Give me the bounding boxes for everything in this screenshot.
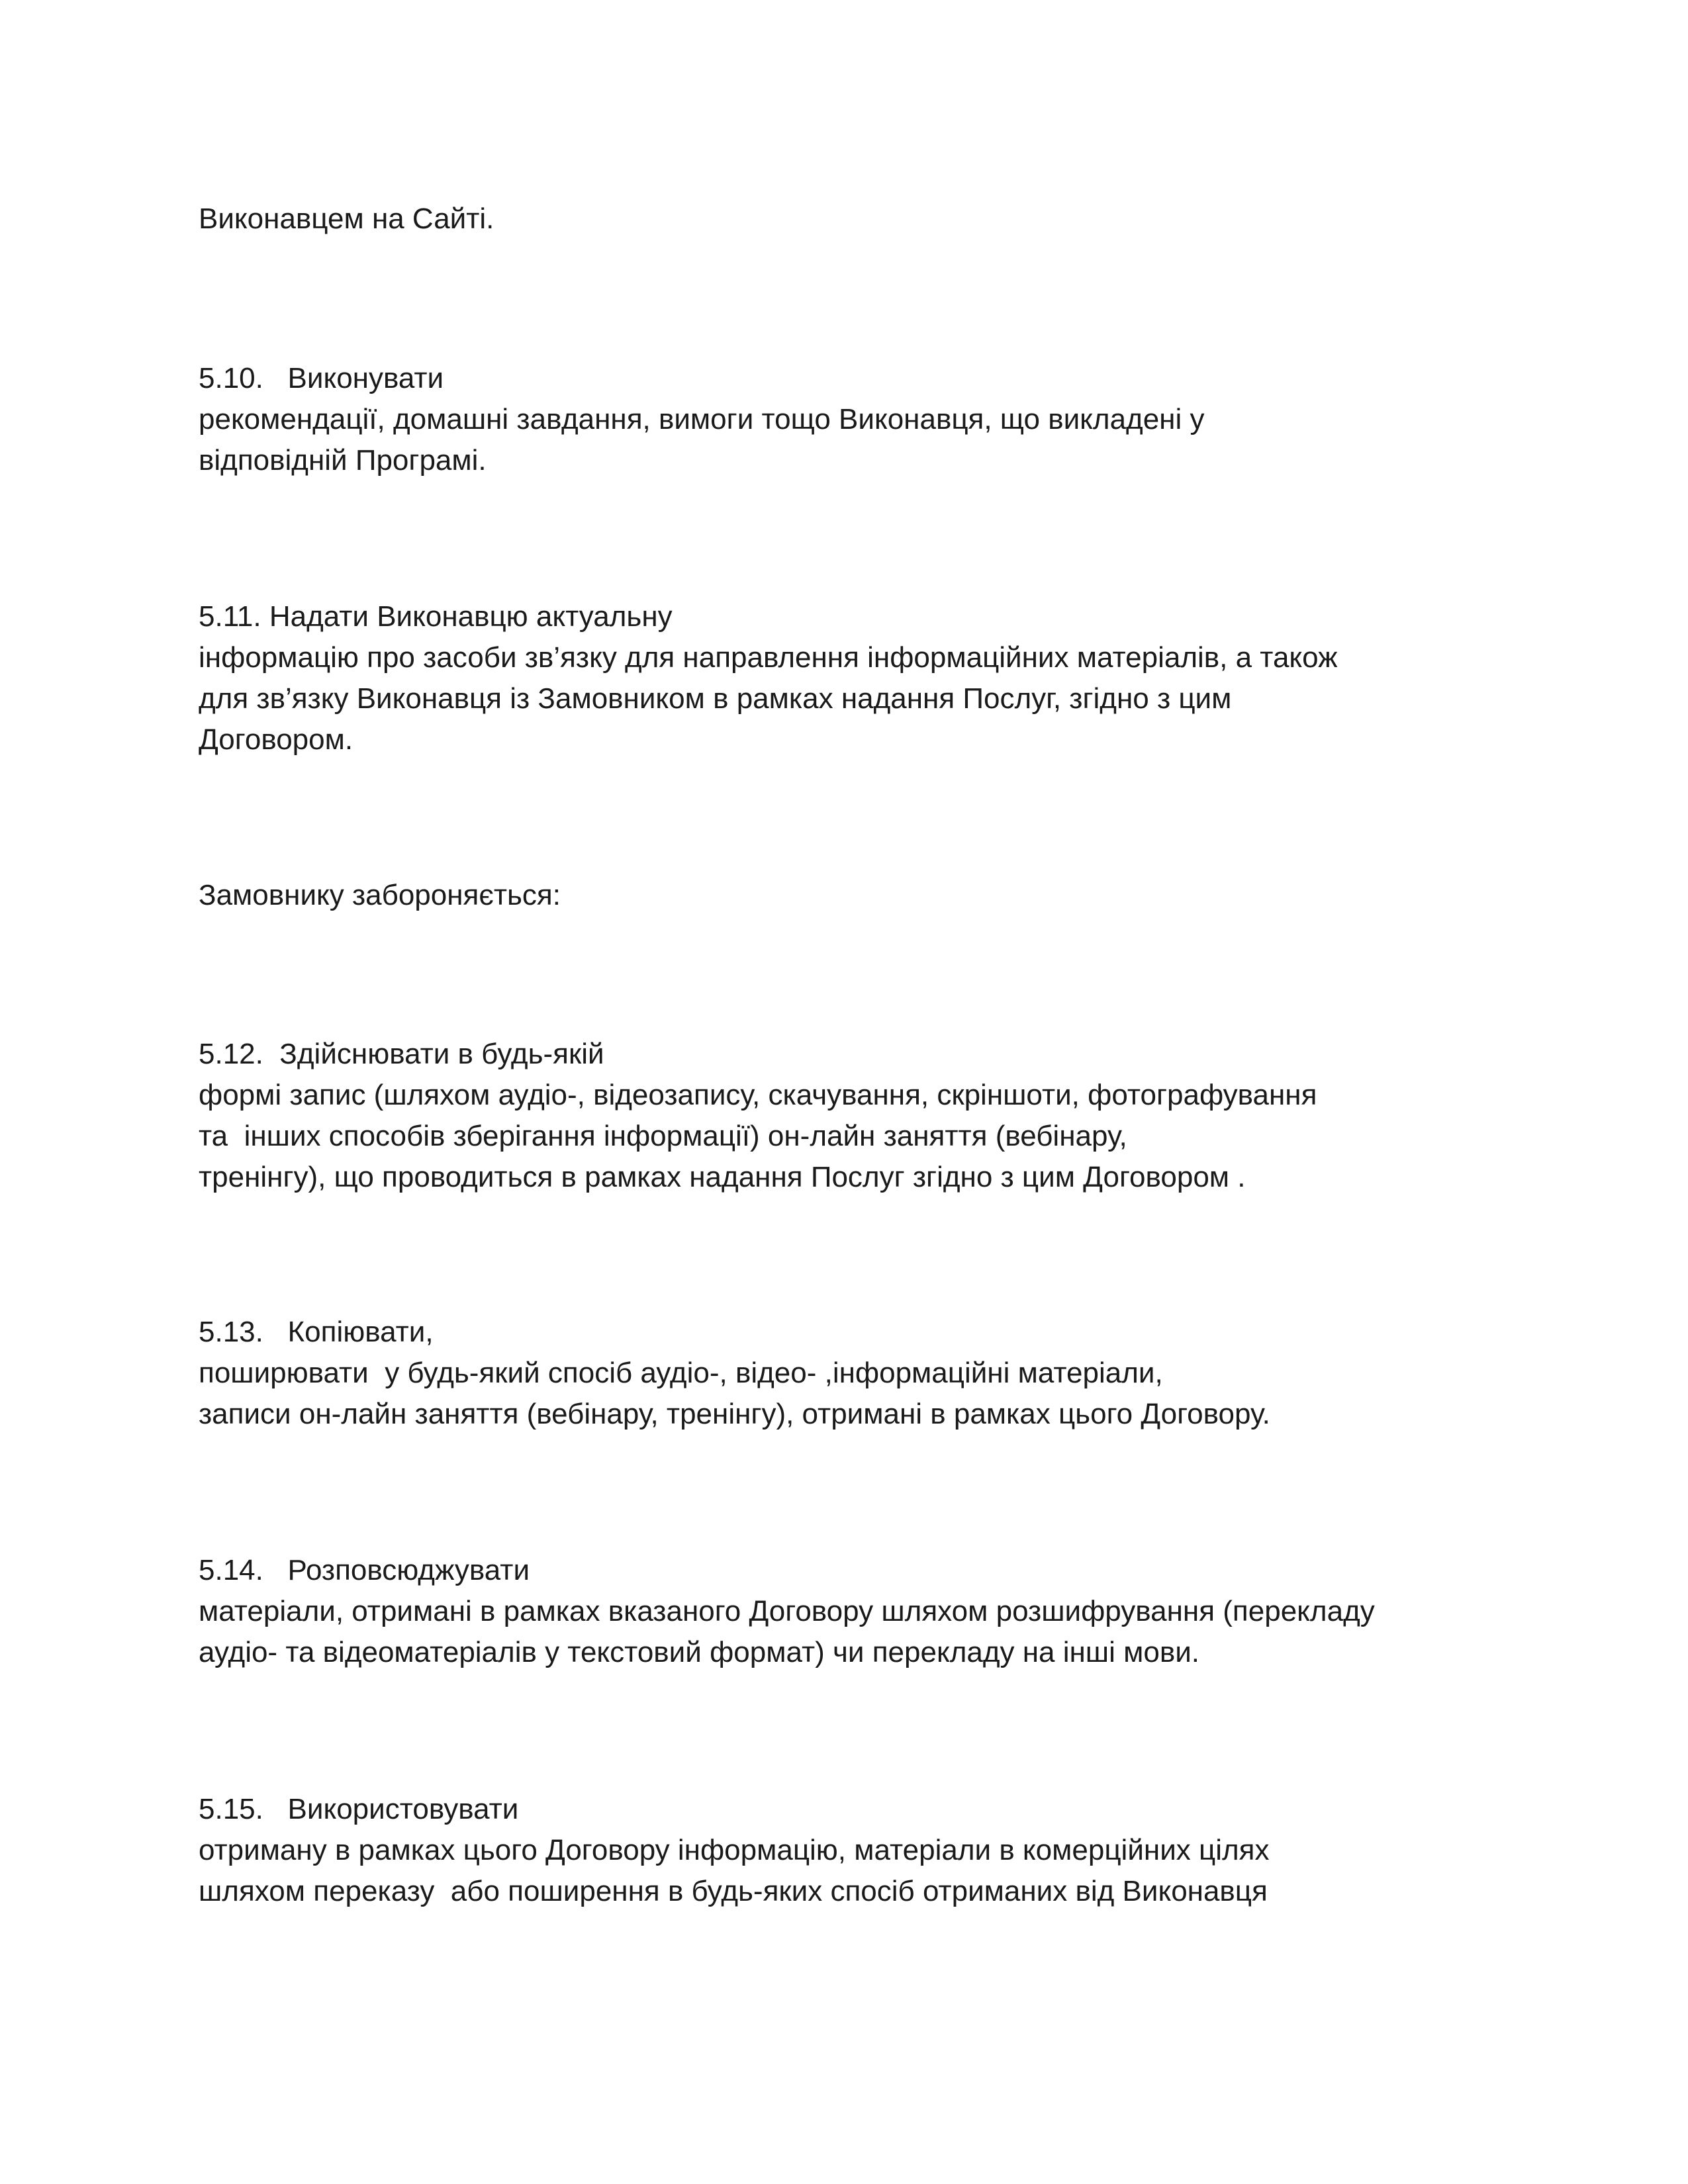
clause-heading: 5.11. Надати Виконавцю актуальну <box>199 600 673 633</box>
clause-heading: 5.13. Копіювати, <box>199 1316 434 1348</box>
clause-heading: 5.12. Здійснювати в будь-якій <box>199 1038 604 1070</box>
clause-line: матеріали, отримані в рамках вказаного Договору шляхом розшифрування (перекладу <box>199 1595 1375 1627</box>
clause-line: для зв’язку Виконавця із Замовником в рамках надання Послуг, згідно з цим <box>199 682 1232 715</box>
clause-line: рекомендації, домашні завдання, вимоги тощо Виконавця, що викладені у <box>199 403 1205 435</box>
clause-5-11 <box>199 596 1523 760</box>
clause-5-12 <box>199 1034 1523 1198</box>
clause-line: записи он-лайн заняття (вебінару, тренінгу), отримані в рамках цього Договору. <box>199 1398 1270 1430</box>
section-prohibitions-heading <box>199 875 1523 916</box>
clause-heading: 5.15. Використовувати <box>199 1793 519 1825</box>
clause-5-10 <box>199 358 1523 481</box>
paragraph-line: Виконавцем на Сайті. <box>199 203 494 235</box>
clause-5-14 <box>199 1550 1523 1673</box>
clause-line: шляхом переказу або поширення в будь-яких спосіб отриманих від Виконавця <box>199 1875 1268 1907</box>
clause-line: формі запис (шляхом аудіо-, відеозапису, скачування, скріншоти, фотографування <box>199 1079 1317 1111</box>
section-heading: Замовнику забороняється: <box>199 879 561 911</box>
clause-line: отриману в рамках цього Договору інформацію, матеріали в комерційних цілях <box>199 1834 1270 1866</box>
paragraph-continuation <box>199 199 1523 240</box>
clause-5-15 <box>199 1789 1523 1912</box>
clause-5-13 <box>199 1312 1523 1435</box>
clause-line: відповідній Програмі. <box>199 444 487 477</box>
clause-line: аудіо- та відеоматеріалів у текстовий формат) чи перекладу на інші мови. <box>199 1636 1200 1668</box>
clause-line: інформацію про засоби зв’язку для направлення інформаційних матеріалів, а також <box>199 641 1338 674</box>
clause-line: поширювати у будь-який спосіб аудіо-, відео- ,інформаційні матеріали, <box>199 1357 1163 1389</box>
clause-line: Договором. <box>199 723 353 756</box>
clause-line: тренінгу), що проводиться в рамках надання Послуг згідно з цим Договором . <box>199 1161 1246 1193</box>
clause-heading: 5.14. Розповсюджувати <box>199 1554 530 1586</box>
clause-line: та інших способів зберігання інформації) он-лайн заняття (вебінару, <box>199 1120 1127 1152</box>
clause-heading: 5.10. Виконувати <box>199 362 444 394</box>
